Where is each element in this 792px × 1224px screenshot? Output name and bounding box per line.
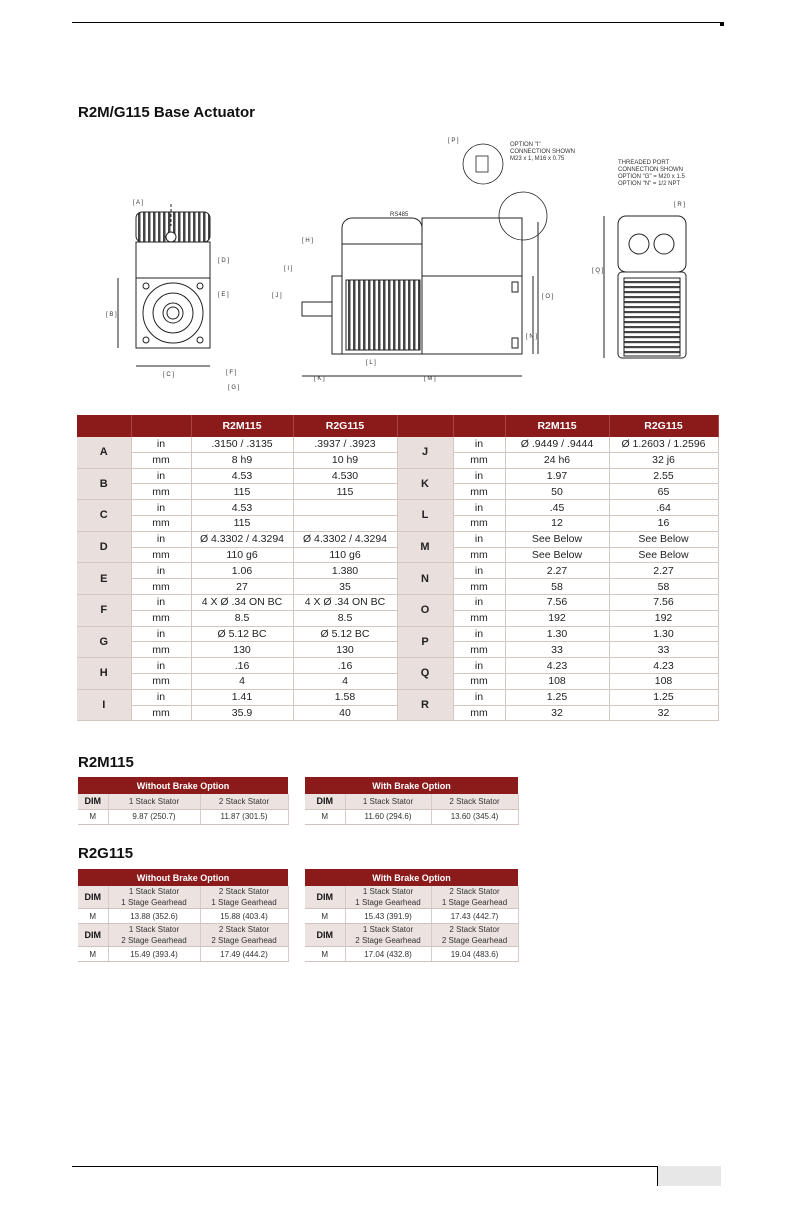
- table-row: [77, 437, 718, 452]
- col-header: 1 Stage Gearhead: [211, 898, 277, 907]
- table-title: Without Brake Option: [78, 777, 288, 794]
- col-header: 2 Stack Stator: [449, 887, 500, 896]
- r2m115-value: 27: [191, 579, 293, 595]
- dim-letter: Q: [397, 658, 453, 690]
- r2m115-value: 8.5: [191, 610, 293, 626]
- col-r2g115-right: R2G115: [609, 415, 718, 437]
- r2g115-value: Ø 1.2603 / 1.2596: [609, 437, 718, 452]
- r2m115-value: 115: [191, 484, 293, 500]
- r2g115-value: 130: [293, 642, 397, 658]
- unit-cell: in: [453, 500, 505, 516]
- r2m115-value: .45: [505, 500, 609, 516]
- unit-cell: mm: [453, 484, 505, 500]
- dim-letter: A: [77, 437, 131, 468]
- r2g115-heading: R2G115: [78, 845, 134, 862]
- col-header: 1 Stack Stator: [128, 887, 180, 896]
- r2g115-value: 4.23: [609, 658, 718, 674]
- table-row: [77, 468, 718, 484]
- r2m-with-brake-table: [305, 777, 519, 825]
- label-F: [ F ]: [226, 370, 237, 376]
- rear-view: [604, 216, 686, 358]
- unit-cell: mm: [453, 610, 505, 626]
- r2g115-value: 110 g6: [293, 547, 397, 563]
- row-label: M: [305, 909, 345, 924]
- dim-letter: P: [397, 626, 453, 658]
- unit-cell: mm: [131, 515, 191, 531]
- r2m115-value: Ø 4.3302 / 4.3294: [191, 531, 293, 547]
- r2g-with-brake-table: [305, 869, 519, 962]
- unit-cell: mm: [131, 579, 191, 595]
- r2g115-value: 1.58: [293, 689, 397, 705]
- value-cell: 13.88 (352.6): [108, 909, 200, 924]
- r2g115-value: 32: [609, 705, 718, 721]
- value-cell: 9.87 (250.7): [108, 809, 200, 824]
- r2g115-value: [293, 500, 397, 516]
- r2m115-value: See Below: [505, 547, 609, 563]
- dim-letter: F: [77, 594, 131, 626]
- col-header: 1 Stack Stator: [345, 794, 431, 809]
- footer-rule: [72, 1166, 720, 1167]
- r2g115-value: .3937 / .3923: [293, 437, 397, 452]
- r2g115-value: 35: [293, 579, 397, 595]
- unit-cell: in: [453, 626, 505, 642]
- table-row: [77, 626, 718, 642]
- unit-cell: in: [453, 689, 505, 705]
- dim-letter: K: [397, 468, 453, 500]
- dim-letter: N: [397, 563, 453, 595]
- r2g115-value: 16: [609, 515, 718, 531]
- r2m-without-brake-table: [78, 777, 289, 825]
- unit-cell: mm: [131, 547, 191, 563]
- unit-cell: in: [131, 689, 191, 705]
- dim-letter: C: [77, 500, 131, 532]
- r2m115-value: 1.97: [505, 468, 609, 484]
- r2m115-value: 108: [505, 673, 609, 689]
- dim-letter: L: [397, 500, 453, 532]
- value-cell: 17.43 (442.7): [431, 909, 518, 924]
- r2m115-value: 32: [505, 705, 609, 721]
- col-r2m115-left: R2M115: [191, 415, 293, 437]
- col-header: 1 Stage Gearhead: [121, 898, 187, 907]
- r2m115-value: Ø .9449 / .9444: [505, 437, 609, 452]
- r2g115-value: 4 X Ø .34 ON BC: [293, 594, 397, 610]
- table-row: [77, 531, 718, 547]
- dim-letter: I: [77, 689, 131, 721]
- r2g115-value: 1.25: [609, 689, 718, 705]
- dim-header: DIM: [78, 886, 108, 909]
- label-B: [ B ]: [106, 312, 117, 318]
- r2g115-value: 192: [609, 610, 718, 626]
- r2m115-value: 8 h9: [191, 452, 293, 468]
- label-L: [ L ]: [366, 360, 376, 366]
- r2m115-value: 58: [505, 579, 609, 595]
- r2m115-value: 192: [505, 610, 609, 626]
- col-header: 2 Stack Stator: [431, 794, 518, 809]
- r2g115-value: See Below: [609, 547, 718, 563]
- r2g115-value: 2.27: [609, 563, 718, 579]
- col-header: 2 Stage Gearhead: [211, 936, 277, 945]
- threaded-note-line1: THREADED PORT: [618, 160, 670, 166]
- label-H: [ H ]: [302, 238, 314, 244]
- r2g115-value: 58: [609, 579, 718, 595]
- r2m115-value: 12: [505, 515, 609, 531]
- unit-cell: in: [131, 468, 191, 484]
- col-header: 1 Stack Stator: [362, 887, 414, 896]
- dimension-table-body: [77, 437, 718, 721]
- table-row: [77, 689, 718, 705]
- front-view: [118, 204, 210, 366]
- row-label: M: [305, 809, 345, 824]
- unit-cell: in: [453, 468, 505, 484]
- value-cell: 15.43 (391.9): [345, 909, 431, 924]
- unit-cell: in: [131, 626, 191, 642]
- label-G: [ G ]: [228, 385, 240, 391]
- threaded-note-line4: OPTION "N" = 1/2 NPT: [618, 181, 681, 187]
- r2g115-value: 108: [609, 673, 718, 689]
- col-header: 1 Stack Stator: [362, 925, 414, 934]
- col-header: 2 Stack Stator: [218, 887, 270, 896]
- dimension-table-header: [77, 415, 718, 437]
- dim-header: DIM: [78, 924, 108, 947]
- unit-cell: in: [131, 437, 191, 452]
- label-A: [ A ]: [133, 200, 144, 206]
- r2g115-value: [293, 515, 397, 531]
- r2g115-value: 4.530: [293, 468, 397, 484]
- value-cell: 17.49 (444.2): [200, 947, 288, 962]
- label-D: [ D ]: [218, 258, 230, 264]
- header-rule: [72, 22, 720, 23]
- r2g115-value: 1.30: [609, 626, 718, 642]
- label-E: [ E ]: [218, 292, 229, 298]
- dim-letter: B: [77, 468, 131, 500]
- row-label: M: [78, 947, 108, 962]
- dim-letter: J: [397, 437, 453, 468]
- threaded-note-line2: CONNECTION SHOWN: [618, 167, 683, 173]
- option-note-line2: CONNECTION SHOWN: [510, 149, 575, 155]
- label-O: [ O ]: [542, 294, 554, 300]
- r2m115-value: 4.53: [191, 500, 293, 516]
- unit-cell: in: [131, 563, 191, 579]
- unit-cell: mm: [131, 484, 191, 500]
- col-header: 2 Stack Stator: [200, 794, 288, 809]
- label-R: [ R ]: [674, 202, 686, 208]
- r2g115-value: 4: [293, 673, 397, 689]
- col-header: 1 Stage Gearhead: [441, 898, 508, 907]
- r2m115-value: 115: [191, 515, 293, 531]
- r2m115-value: Ø 5.12 BC: [191, 626, 293, 642]
- label-C: [ C ]: [163, 372, 175, 378]
- r2m115-value: 4.53: [191, 468, 293, 484]
- label-M: [ M ]: [424, 376, 436, 382]
- r2m115-value: 24 h6: [505, 452, 609, 468]
- col-header: 2 Stack Stator: [449, 925, 500, 934]
- table-title: Without Brake Option: [78, 869, 288, 886]
- rs485-label: RS485: [390, 212, 409, 218]
- col-header: 2 Stage Gearhead: [441, 936, 508, 945]
- unit-cell: mm: [131, 452, 191, 468]
- unit-cell: in: [131, 658, 191, 674]
- table-title: With Brake Option: [305, 869, 518, 886]
- option-note-line1: OPTION "I": [510, 142, 541, 148]
- side-view: [302, 192, 547, 376]
- col-header: 2 Stage Gearhead: [121, 936, 187, 945]
- table-row: [77, 658, 718, 674]
- dim-letter: D: [77, 531, 131, 563]
- dim-header: DIM: [305, 886, 345, 909]
- dim-letter: O: [397, 594, 453, 626]
- dim-letter: G: [77, 626, 131, 658]
- r2m115-value: 4 X Ø .34 ON BC: [191, 594, 293, 610]
- unit-cell: in: [453, 563, 505, 579]
- r2m115-heading: R2M115: [78, 754, 134, 771]
- r2m115-value: 1.41: [191, 689, 293, 705]
- unit-cell: mm: [453, 673, 505, 689]
- value-cell: 13.60 (345.4): [431, 809, 518, 824]
- r2m115-value: 4.23: [505, 658, 609, 674]
- r2g115-value: 33: [609, 642, 718, 658]
- dim-letter: R: [397, 689, 453, 721]
- label-P: [ P ]: [448, 138, 459, 144]
- col-header: 2 Stack Stator: [218, 925, 270, 934]
- row-label: M: [305, 947, 345, 962]
- r2g115-value: 10 h9: [293, 452, 397, 468]
- label-Q: [ Q ]: [592, 268, 604, 274]
- col-header: 1 Stack Stator: [128, 925, 180, 934]
- row-label: M: [78, 909, 108, 924]
- r2m115-value: 33: [505, 642, 609, 658]
- dim-letter: E: [77, 563, 131, 595]
- r2g-without-brake-table: [78, 869, 289, 962]
- r2m115-value: .16: [191, 658, 293, 674]
- r2g115-value: 65: [609, 484, 718, 500]
- unit-cell: in: [131, 594, 191, 610]
- label-K: [ K ]: [314, 376, 325, 382]
- r2g115-value: 7.56: [609, 594, 718, 610]
- r2g115-value: Ø 5.12 BC: [293, 626, 397, 642]
- r2m115-value: See Below: [505, 531, 609, 547]
- unit-cell: in: [453, 437, 505, 452]
- r2m115-value: 7.56: [505, 594, 609, 610]
- r2g115-value: See Below: [609, 531, 718, 547]
- connector-inset: [463, 144, 503, 184]
- r2g115-value: 2.55: [609, 468, 718, 484]
- unit-cell: in: [131, 531, 191, 547]
- unit-cell: in: [131, 500, 191, 516]
- dim-header: DIM: [305, 924, 345, 947]
- value-cell: 11.60 (294.6): [345, 809, 431, 824]
- r2g115-value: 32 j6: [609, 452, 718, 468]
- unit-cell: mm: [453, 547, 505, 563]
- r2m115-value: 1.30: [505, 626, 609, 642]
- r2m115-value: 130: [191, 642, 293, 658]
- unit-cell: mm: [453, 642, 505, 658]
- table-row: [77, 500, 718, 516]
- r2g115-value: 1.380: [293, 563, 397, 579]
- r2g115-value: Ø 4.3302 / 4.3294: [293, 531, 397, 547]
- r2m115-value: 110 g6: [191, 547, 293, 563]
- table-row: [77, 563, 718, 579]
- col-r2g115-left: R2G115: [293, 415, 397, 437]
- unit-cell: mm: [131, 673, 191, 689]
- r2g115-value: .64: [609, 500, 718, 516]
- dim-header: DIM: [78, 794, 108, 809]
- actuator-drawing: [78, 126, 718, 406]
- r2g115-value: .16: [293, 658, 397, 674]
- label-I: [ I ]: [284, 266, 293, 272]
- r2m115-value: .3150 / .3135: [191, 437, 293, 452]
- threaded-note-line3: OPTION "G" = M20 x 1.5: [618, 174, 685, 180]
- value-cell: 15.88 (403.4): [200, 909, 288, 924]
- dim-letter: H: [77, 658, 131, 690]
- dim-header: DIM: [305, 794, 345, 809]
- unit-cell: mm: [131, 705, 191, 721]
- page-number-box: [657, 1166, 721, 1186]
- r2m115-value: 4: [191, 673, 293, 689]
- col-header: 2 Stage Gearhead: [355, 936, 421, 945]
- unit-cell: mm: [131, 610, 191, 626]
- option-note-line3: M23 x 1, M16 x 0.75: [510, 156, 565, 162]
- table-row: [77, 594, 718, 610]
- unit-cell: mm: [453, 452, 505, 468]
- value-cell: 15.49 (393.4): [108, 947, 200, 962]
- page-title: R2M/G115 Base Actuator: [78, 104, 256, 121]
- table-title: With Brake Option: [305, 777, 518, 794]
- r2g115-value: 40: [293, 705, 397, 721]
- r2m115-value: 35.9: [191, 705, 293, 721]
- r2m115-value: 1.06: [191, 563, 293, 579]
- value-cell: 19.04 (483.6): [431, 947, 518, 962]
- r2g115-value: 115: [293, 484, 397, 500]
- label-J: [ J ]: [272, 293, 282, 299]
- unit-cell: mm: [453, 705, 505, 721]
- row-label: M: [78, 809, 108, 824]
- r2g115-value: 8.5: [293, 610, 397, 626]
- col-header: 1 Stack Stator: [108, 794, 200, 809]
- unit-cell: in: [453, 658, 505, 674]
- r2m115-value: 50: [505, 484, 609, 500]
- value-cell: 17.04 (432.8): [345, 947, 431, 962]
- unit-cell: mm: [453, 515, 505, 531]
- value-cell: 11.87 (301.5): [200, 809, 288, 824]
- r2m115-value: 1.25: [505, 689, 609, 705]
- dimension-table: [77, 415, 719, 721]
- unit-cell: mm: [131, 642, 191, 658]
- col-header: 1 Stage Gearhead: [355, 898, 421, 907]
- dim-letter: M: [397, 531, 453, 563]
- unit-cell: in: [453, 594, 505, 610]
- r2m115-value: 2.27: [505, 563, 609, 579]
- label-N: [ N ]: [526, 334, 538, 340]
- col-r2m115-right: R2M115: [505, 415, 609, 437]
- unit-cell: mm: [453, 579, 505, 595]
- unit-cell: in: [453, 531, 505, 547]
